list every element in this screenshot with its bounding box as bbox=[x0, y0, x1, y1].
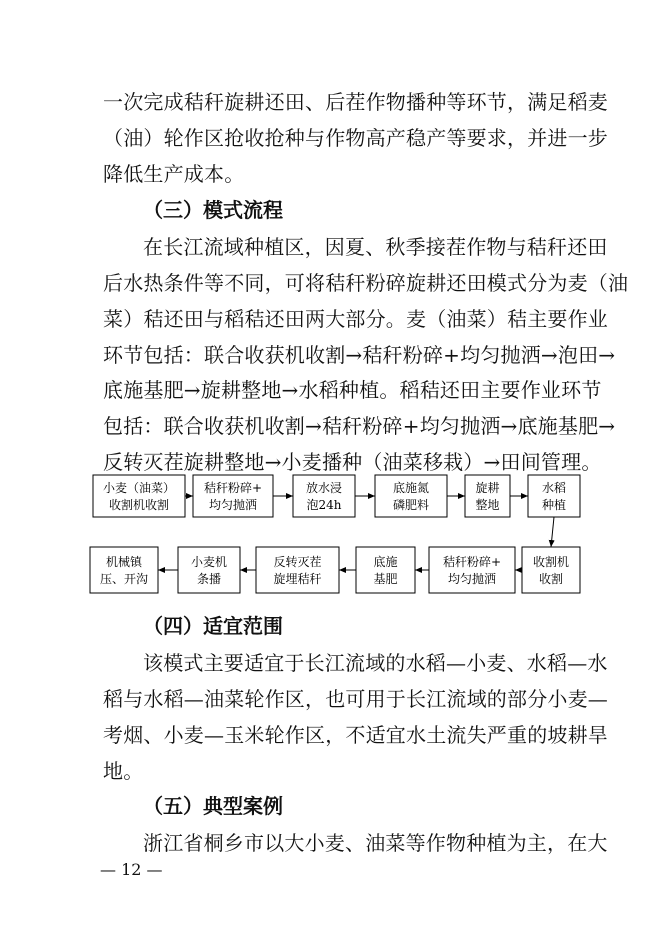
flow-bottom-box-6-label-1: 收割机 bbox=[532, 555, 570, 569]
flow-bottom-box-3-label-1: 反转灭茬 bbox=[273, 555, 322, 569]
flow-top-box-6 bbox=[528, 475, 580, 517]
flow-bottom-box-4 bbox=[356, 547, 415, 593]
flow-top-box-5 bbox=[465, 475, 510, 517]
section-heading-5: （五）典型案例 bbox=[143, 794, 283, 818]
para1-line-3: 降低生产成本。 bbox=[103, 162, 245, 186]
flow-bottom-box-6 bbox=[522, 547, 580, 593]
para3-line-4: 地。 bbox=[103, 759, 144, 783]
para2-line-3: 菜）秸还田与稻秸还田两大部分。麦（油菜）秸主要作业 bbox=[103, 307, 608, 331]
para1-line-1: 一次完成秸秆旋耕还田、后茬作物播种等环节，满足稻麦 bbox=[103, 90, 608, 114]
flow-bottom-box-5-label-1: 秸秆粉碎+ bbox=[442, 555, 502, 569]
flow-top-box-1 bbox=[93, 475, 185, 517]
flow-bottom-box-2 bbox=[178, 547, 240, 593]
flow-top-box-3-label-2: 泡24h bbox=[306, 498, 342, 512]
flow-bottom-box-2-label-2: 条播 bbox=[196, 572, 222, 586]
para2-line-2: 后水热条件等不同，可将秸秆粉碎旋耕还田模式分为麦（油 bbox=[103, 271, 629, 295]
para2-line-7: 反转灭茬旋耕整地→小麦播种（油菜移栽）→田间管理。 bbox=[103, 450, 602, 474]
flow-top-box-3-label-1: 放水浸 bbox=[305, 481, 343, 495]
flow-bottom-box-1-border bbox=[90, 547, 158, 593]
flow-top-box-4-label-1: 底施氮 bbox=[392, 481, 430, 495]
para3-line-1: 该模式主要适宜于长江流域的水稻—小麦、水稻—水 bbox=[143, 651, 608, 675]
flow-bottom-box-6-label-2: 收割 bbox=[538, 572, 564, 586]
flow-top-box-5-label-1: 旋耕 bbox=[475, 481, 500, 495]
flow-top-box-2-label-1: 秸秆粉碎+ bbox=[203, 481, 263, 495]
flow-top-box-4 bbox=[375, 475, 447, 517]
flow-bottom-box-2-border bbox=[178, 547, 240, 593]
para4-line-1: 浙江省桐乡市以大小麦、油菜等作物种植为主，在大 bbox=[143, 831, 608, 855]
flow-bottom-box-3-border bbox=[256, 547, 339, 593]
para2-line-5: 底施基肥→旋耕整地→水稻种植。稻秸还田主要作业环节 bbox=[103, 378, 602, 402]
flow-top-box-6-label-2: 种植 bbox=[541, 498, 567, 512]
flow-bottom-box-4-label-2: 基肥 bbox=[373, 572, 398, 586]
section-heading-3: （三）模式流程 bbox=[143, 198, 283, 222]
section-heading-4: （四）适宜范围 bbox=[143, 614, 283, 638]
flow-bottom-box-3-label-2: 旋埋秸秆 bbox=[273, 572, 322, 586]
flow-top-box-1-label-2: 收割机收割 bbox=[108, 498, 170, 512]
para3-line-2: 稻与水稻—油菜轮作区，也可用于长江流域的部分小麦— bbox=[103, 687, 608, 711]
flow-top-row bbox=[93, 475, 580, 517]
flow-bottom-box-1-label-2: 压、开沟 bbox=[99, 572, 149, 586]
flow-bottom-box-6-border bbox=[522, 547, 580, 593]
flow-bottom-box-4-label-1: 底施 bbox=[373, 555, 398, 569]
flow-bottom-box-4-border bbox=[356, 547, 415, 593]
flow-top-box-2-label-2: 均匀抛洒 bbox=[208, 498, 258, 512]
page-number: — 12 — bbox=[100, 860, 163, 879]
flow-top-box-1-label-1: 小麦（油菜） bbox=[102, 481, 176, 495]
flow-bottom-box-1-label-1: 机械镇 bbox=[105, 555, 143, 569]
flow-arrow-down bbox=[551, 517, 554, 547]
flow-bottom-box-5-label-2: 均匀抛洒 bbox=[447, 572, 497, 586]
flow-bottom-box-1 bbox=[90, 547, 158, 593]
flow-top-box-4-label-2: 磷肥料 bbox=[392, 498, 430, 512]
flow-bottom-box-5-border bbox=[429, 547, 515, 593]
flow-bottom-box-3 bbox=[256, 547, 339, 593]
flow-bottom-box-2-label-1: 小麦机 bbox=[190, 555, 228, 569]
para2-line-6: 包括：联合收获机收割→秸秆粉碎+均匀抛洒→底施基肥→ bbox=[103, 414, 616, 438]
para1-line-2: （油）轮作区抢收抢种与作物高产稳产等要求，并进一步 bbox=[103, 126, 608, 150]
flow-top-box-5-label-2: 整地 bbox=[475, 498, 500, 512]
para3-line-3: 考烟、小麦—玉米轮作区，不适宜水土流失严重的坡耕旱 bbox=[103, 723, 608, 747]
flow-bottom-box-5 bbox=[429, 547, 515, 593]
flow-top-box-6-label-1: 水稻 bbox=[541, 481, 567, 495]
flow-top-box-3 bbox=[293, 475, 355, 517]
para2-line-4: 环节包括：联合收获机收割→秸秆粉碎+均匀抛洒→泡田→ bbox=[103, 343, 616, 367]
para2-line-1: 在长江流域种植区，因夏、秋季接茬作物与秸秆还田 bbox=[143, 235, 608, 259]
flow-top-box-2 bbox=[193, 475, 273, 517]
